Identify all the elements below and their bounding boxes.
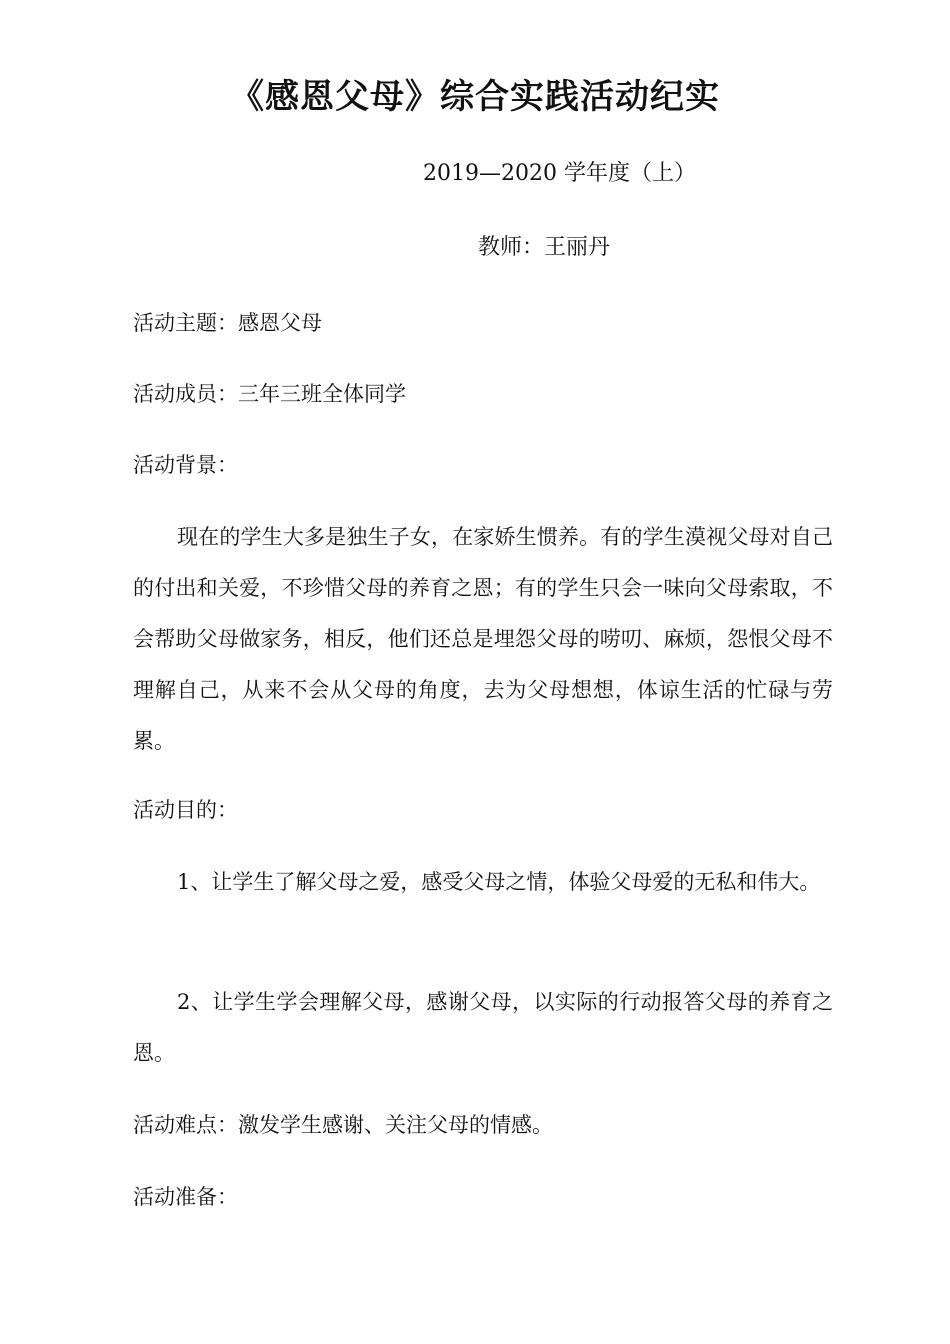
- document-title: 《感恩父母》综合实践活动纪实: [230, 77, 720, 117]
- background-heading: 活动背景：: [133, 453, 238, 477]
- goal-item-2: 2、让学生学会理解父母，感谢父母，以实际的行动报答父母的养育之恩。: [133, 990, 833, 1065]
- activity-theme: 活动主题：感恩父母: [133, 311, 322, 335]
- background-paragraph: 现在的学生大多是独生子女，在家娇生惯养。有的学生漠视父母对自己的付出和关爱，不珍惜父母的养育之恩；有的学生只会一味向父母索取，不会帮助父母做家务，相反，他们还总是埋怨父母的唠叨、麻烦，怨恨父母不理解自己，从来不会从父母的角度，去为父母想想，体谅生活的忙碌与劳累。: [133, 525, 833, 753]
- preparation-heading: 活动准备：: [133, 1185, 238, 1209]
- activity-members: 活动成员：三年三班全体同学: [133, 382, 406, 406]
- school-year: 2019—2020 学年度（上）: [423, 161, 696, 186]
- teacher-name: 教师：王丽丹: [478, 235, 611, 260]
- activity-difficulty: 活动难点：激发学生感谢、关注父母的情感。: [133, 1113, 553, 1137]
- goals-heading: 活动目的：: [133, 798, 238, 822]
- goal-item-1: 1、让学生了解父母之爱，感受父母之情，体验父母爱的无私和伟大。: [177, 870, 821, 894]
